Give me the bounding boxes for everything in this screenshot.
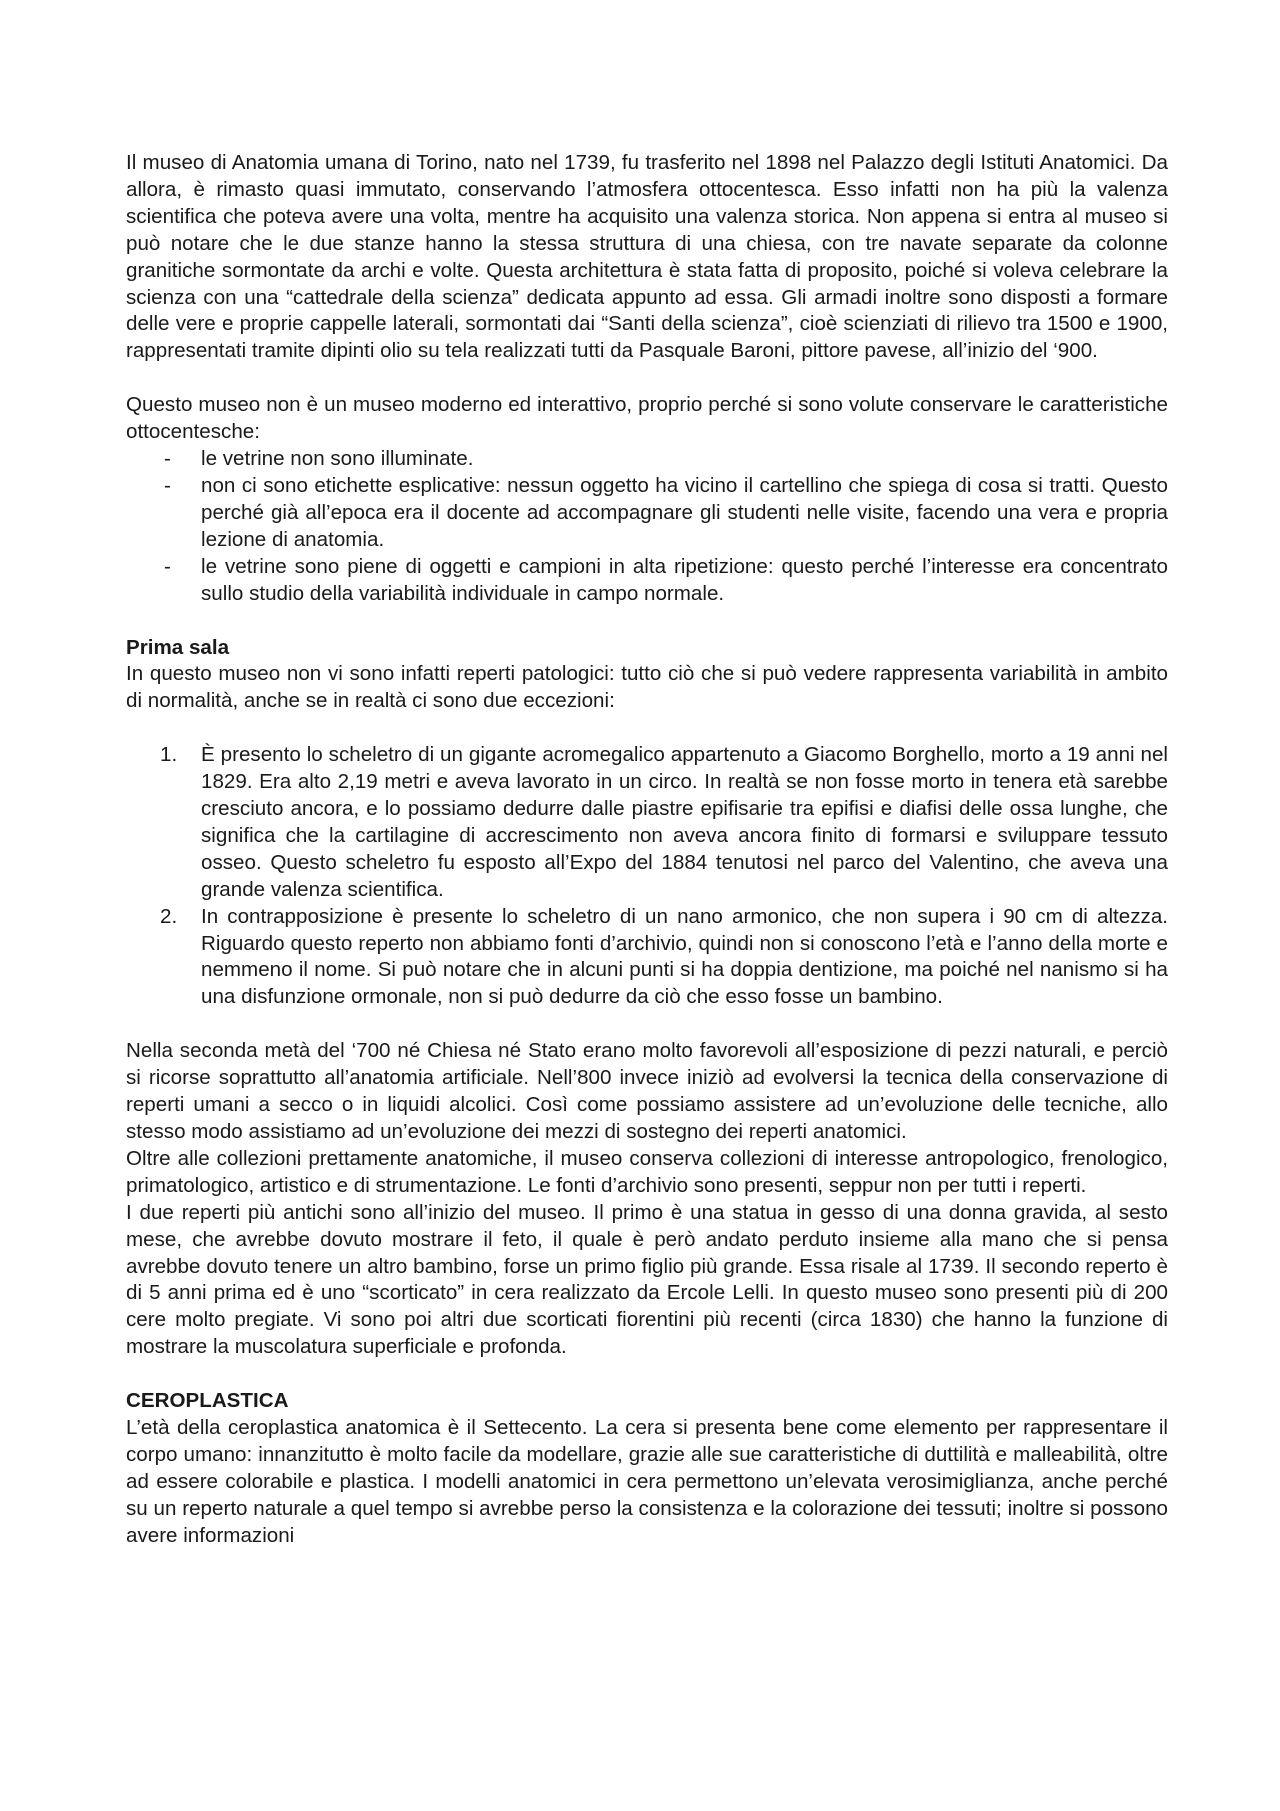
features-list [126, 446, 1168, 607]
ceroplastica-paragraph-1: L’età della ceroplastica anatomica è il Settecento. La cera si presenta bene come elemento per rappresentare il corpo umano: innanzitutto è molto facile da modellare, grazie alle sue caratteristiche di duttilità e malleabilità, oltre ad essere colorabile e plastica. I modelli anatomici in cera permettono un’elevata verosimiglianza, anche perché su un reperto naturale a quel tempo si avrebbe perso la consistenza e la colorazione dei tessuti; inoltre si possono avere informazioni [126, 1416, 1168, 1547]
list-item-text: In contrapposizione è presente lo scheletro di un nano armonico, che non supera i 90 cm di altezza. Riguardo questo reperto non abbiamo fonti d’archivio, quindi non si conoscono l’età e l’anno della morte e nemmeno il nome. Si può notare che in alcuni punti si ha doppia dentizione, ma poiché nel nanismo si ha una disfunzione ormonale, non si può dedurre da ciò che esso fosse un bambino. [201, 904, 1168, 1009]
intro-paragraph-1: Il museo di Anatomia umana di Torino, nato nel 1739, fu trasferito nel 1898 nel Palazzo degli Istituti Anatomici. Da allora, è rimasto quasi immutato, conservando l’atmosfera ottocentesca. Esso infatti non ha più la valenza scientifica che poteva avere una volta, mentre ha acquisito una valenza storica. Non appena si entra al museo si può notare che le due stanze hanno la stessa struttura di una chiesa, con tre navate separate da colonne granitiche sormontate da archi e volte. Questa architettura è stata fatta di proposito, poiché si voleva celebrare la scienza con una “cattedrale della scienza” dedicata appunto ad essa. Gli armadi inoltre sono disposti a formare delle vere e proprie cappelle laterali, sormontati dai “Santi della scienza”, cioè scienziati di rilievo tra 1500 e 1900, rappresentati tramite dipinti olio su tela realizzati tutti da Pasquale Baroni, pittore pavese, all’inizio del ‘900. [126, 151, 1168, 363]
prima-sala-paragraph-2: Nella seconda metà del ‘700 né Chiesa né Stato erano molto favorevoli all’esposizione di pezzi naturali, e perciò si ricorse soprattutto all’anatomia artificiale. Nell’800 invece iniziò ad evolversi la tecnica della conservazione di reperti umani a secco o in liquidi alcolici. Così come possiamo assistere ad un’evoluzione delle tecniche, allo stesso modo assistiamo ad un’evoluzione dei mezzi di sostegno dei reperti anatomici. [126, 1039, 1168, 1143]
paragraph-spacer [126, 1361, 1168, 1388]
paragraph-spacer [126, 608, 1168, 635]
list-item-text: le vetrine sono piene di oggetti e campioni in alta ripetizione: questo perché l’interesse era concentrato sullo studio della variabilità individuale in campo normale. [201, 554, 1168, 605]
number-marker: 1. [160, 743, 178, 767]
dash-marker: - [164, 447, 171, 471]
dash-marker: - [164, 554, 171, 578]
prima-sala-paragraph-4: I due reperti più antichi sono all’inizio del museo. Il primo è una statua in gesso di una donna gravida, al sesto mese, che avrebbe dovuto mostrare il feto, il quale è però andato perduto insieme alla mano che si pensa avrebbe dovuto tenere un altro bambino, forse un primo figlio più grande. Essa risale al 1739. Il secondo reperto è di 5 anni prima ed è uno “scorticato” in cera realizzato da Ercole Lelli. In questo museo sono presenti più di 200 cere molto pregiate. Vi sono poi altri due scorticati fiorentini più recenti (circa 1830) che hanno la funzione di mostrare la muscolatura superficiale e profonda. [126, 1200, 1168, 1359]
exceptions-list [126, 742, 1168, 1011]
paragraph-spacer [126, 715, 1168, 742]
list-item-text: non ci sono etichette esplicative: nessun oggetto ha vicino il cartellino che spiega di cosa si tratti. Questo perché già all’epoca era il docente ad accompagnare gli studenti nelle visite, facendo una vera e propria lezione di anatomia. [201, 473, 1168, 551]
list-item [126, 473, 1168, 554]
list-item [126, 446, 1168, 473]
paragraph-spacer [126, 1011, 1168, 1038]
dash-marker: - [164, 473, 171, 497]
intro-paragraph-2: Questo museo non è un museo moderno ed interattivo, proprio perché si sono volute conservare le caratteristiche ottocentesche: [126, 393, 1168, 444]
list-item-text: È presento lo scheletro di un gigante acromegalico appartenuto a Giacomo Borghello, morto a 19 anni nel 1829. Era alto 2,19 metri e aveva lavorato in un circo. In realtà se non fosse morto in tenera età sarebbe cresciuto ancora, e lo possiamo dedurre dalle piastre epifisarie tra epifisi e diafisi delle ossa lunghe, che significa che la cartilagine di accrescimento non aveva ancora finito di formarsi e sviluppare tessuto osseo. Questo scheletro fu esposto all’Expo del 1884 tenutosi nel parco del Valentino, che aveva una grande valenza scientifica. [201, 743, 1168, 901]
list-item [126, 904, 1168, 1012]
section-heading-prima-sala: Prima sala [126, 635, 230, 659]
list-item-text: le vetrine non sono illuminate. [201, 447, 474, 471]
list-item [126, 554, 1168, 608]
section-heading-ceroplastica: CEROPLASTICA [126, 1389, 289, 1413]
prima-sala-paragraph-1: In questo museo non vi sono infatti reperti patologici: tutto ciò che si può vedere rappresenta variabilità in ambito di normalità, anche se in realtà ci sono due eccezioni: [126, 662, 1168, 713]
list-item [126, 742, 1168, 903]
prima-sala-paragraph-3: Oltre alle collezioni prettamente anatomiche, il museo conserva collezioni di interesse antropologico, frenologico, primatologico, artistico e di strumentazione. Le fonti d’archivio sono presenti, seppur non per tutti i reperti. [126, 1146, 1168, 1197]
paragraph-spacer [126, 365, 1168, 392]
number-marker: 2. [160, 904, 178, 928]
